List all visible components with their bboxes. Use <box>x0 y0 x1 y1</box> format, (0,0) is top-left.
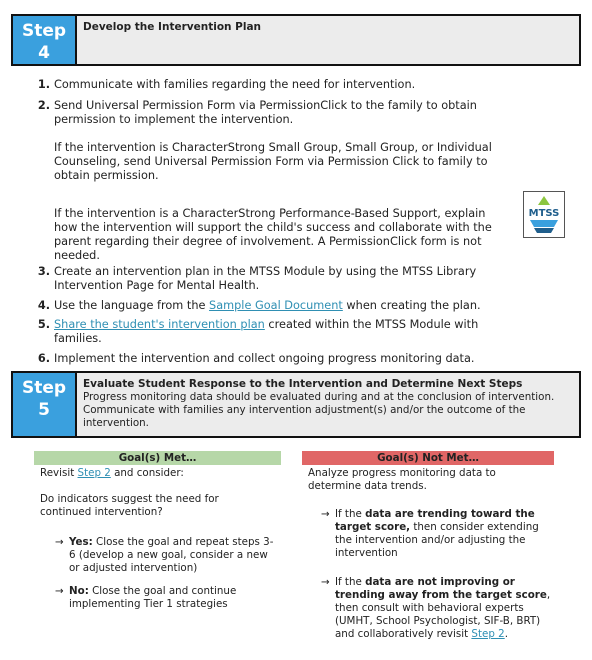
goals-met-column <box>40 467 275 519</box>
item-number: 1. <box>37 78 50 91</box>
goals-not-met-header <box>302 451 554 465</box>
step5-label-num: 5 <box>38 400 50 420</box>
yes-option <box>55 536 275 575</box>
item-number: 6. <box>37 352 50 365</box>
step5-badge <box>13 373 75 436</box>
arrow-right-icon: → <box>321 576 330 588</box>
list-item <box>30 78 510 92</box>
option-b-post: , then consult with behavioral experts (UMHT, School Psychologist, SIF-B, BRT) and collaboratively revisit <box>335 589 551 640</box>
goals-met-title: Goal(s) Met… <box>118 452 197 464</box>
revisit-post: and consider: <box>110 467 184 479</box>
item-number: 2. <box>37 99 50 112</box>
option-a-pre: If the <box>335 508 366 520</box>
goals-not-met-title: Goal(s) Not Met… <box>377 452 479 464</box>
goals-met-header <box>34 451 281 465</box>
item-number: 5. <box>37 318 50 331</box>
mtss-logo <box>523 191 565 238</box>
step5-description: Progress monitoring data should be evaluated during and at the conclusion of intervention. Communicate with families any intervention adjustment(s) and/or the outcome of the intervention. <box>83 391 555 429</box>
item-text: Implement the intervention and collect ongoing progress monitoring data. <box>54 352 475 365</box>
step4-list <box>30 78 510 366</box>
item-text: Create an intervention plan in the MTSS Module by using the MTSS Library Intervention Page for Mental Health. <box>54 265 477 292</box>
no-text: Close the goal and continue implementing Tier 1 strategies <box>69 585 237 610</box>
step4-label-word: Step <box>21 21 67 41</box>
revisit-pre: Revisit <box>40 467 78 479</box>
step4-badge <box>13 16 75 64</box>
item-paragraph: If the intervention is CharacterStrong Small Group, Small Group, or Individual Counseling, send Universal Permission Form via Permission Click to family to obtain permission. <box>54 141 492 182</box>
step5-header <box>11 371 581 438</box>
arrow-right-icon: → <box>55 536 64 548</box>
question-text: Do indicators suggest the need for continued intervention? <box>40 493 219 518</box>
item-text-post: when creating the plan. <box>342 299 481 312</box>
option-b-end: . <box>504 628 508 640</box>
item-number: 4. <box>37 299 50 312</box>
item-text: Communicate with families regarding the need for intervention. <box>54 78 416 91</box>
list-item <box>30 352 510 366</box>
option-b-bold: data are not improving or trending away from the target score <box>335 576 547 601</box>
step-2-link[interactable]: Step 2 <box>471 628 505 640</box>
revisit-line <box>40 467 275 480</box>
list-item <box>30 299 510 313</box>
item-text-post: created within the MTSS Module with families. <box>54 318 479 345</box>
list-item <box>30 265 510 293</box>
arrow-right-icon: → <box>55 585 64 597</box>
item-number: 3. <box>37 265 50 278</box>
arrow-right-icon: → <box>321 508 330 520</box>
step5-body <box>75 373 579 436</box>
goals-not-met-column <box>308 467 523 493</box>
no-label: No: <box>69 585 89 597</box>
item-text: Send Universal Permission Form via PermissionClick to the family to obtain permission to implement the intervention. <box>54 99 477 126</box>
item-paragraph: If the intervention is a CharacterStrong Performance-Based Support, explain how the intervention will support the child's success and collaborate with the parent regarding their degree of involvement. A PermissionClick form is not needed. <box>54 207 492 262</box>
list-item-para <box>30 141 510 183</box>
step5-title: Evaluate Student Response to the Intervention and Determine Next Steps <box>83 378 523 390</box>
step4-header <box>11 14 581 66</box>
item-text-pre: Use the language from the <box>54 299 210 312</box>
step5-label-word: Step <box>21 378 67 398</box>
share-intervention-plan-link[interactable]: Share the student's intervention plan <box>54 318 265 331</box>
trending-toward-option <box>321 508 551 560</box>
option-a-bold: data are trending toward the target score, <box>335 508 535 533</box>
yes-text: Close the goal and repeat steps 3-6 (develop a new goal, consider a new or adjusted intervention) <box>69 536 274 574</box>
option-b-pre: If the <box>335 576 366 588</box>
list-item <box>30 318 510 346</box>
step4-title: Develop the Intervention Plan <box>83 21 262 33</box>
option-a-post: then consider extending the intervention and/or adjusting the intervention <box>335 521 539 559</box>
analyze-text: Analyze progress monitoring data to determine data trends. <box>308 467 496 492</box>
step4-label-num: 4 <box>38 43 50 63</box>
list-item-para <box>30 207 510 263</box>
mtss-logo-text: MTSS <box>528 208 560 219</box>
mtss-logo-icon <box>524 192 564 237</box>
sample-goal-document-link[interactable]: Sample Goal Document <box>209 299 343 312</box>
step-2-link[interactable]: Step 2 <box>77 467 111 479</box>
list-item <box>30 99 510 127</box>
step4-body <box>75 16 579 64</box>
yes-label: Yes: <box>69 536 93 548</box>
not-improving-option <box>321 576 551 641</box>
no-option <box>55 585 275 611</box>
